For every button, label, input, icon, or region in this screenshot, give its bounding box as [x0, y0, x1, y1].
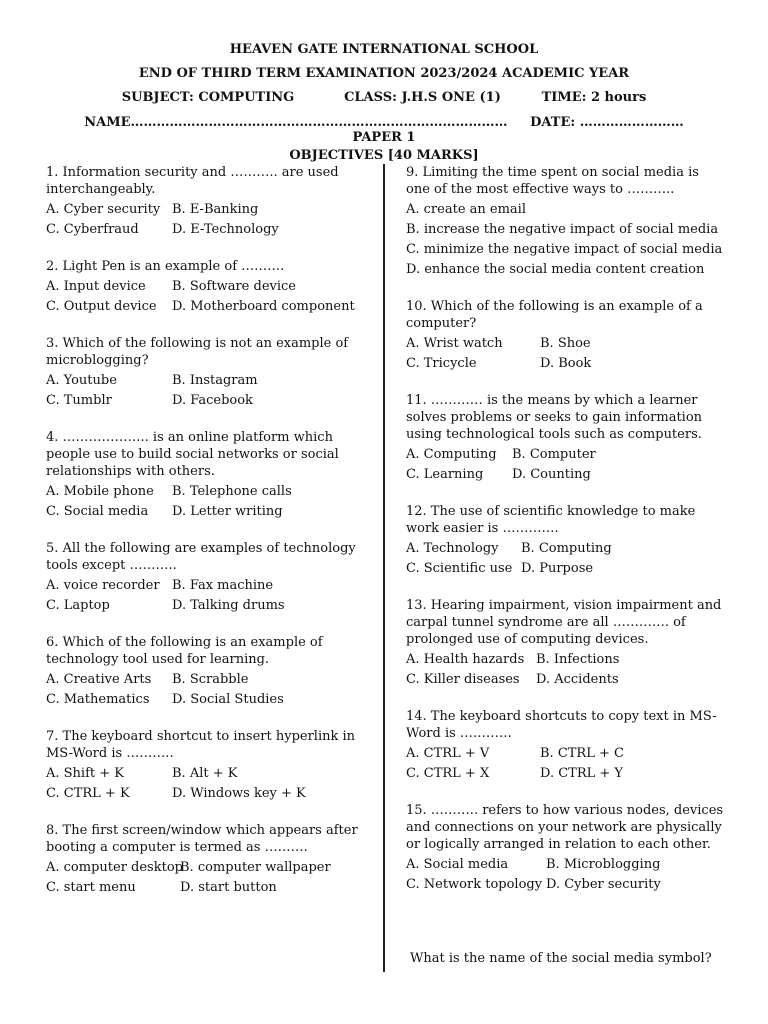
option: C. Tricycle [406, 356, 477, 371]
option: D. Accidents [536, 672, 619, 687]
option: C. Social media [46, 504, 149, 519]
option: B. Computing [521, 541, 612, 556]
options [46, 372, 366, 409]
option: A. Technology [406, 541, 499, 556]
option: C. Killer diseases [406, 672, 520, 687]
option: D. Letter writing [172, 504, 283, 519]
option: A. Creative Arts [46, 672, 152, 687]
option: D. start button [180, 880, 277, 895]
option: B. Shoe [540, 336, 591, 351]
question-text: 4. ……………….. is an online platform which people use to build social networks or social relationships with others. [46, 430, 339, 479]
option: D. Facebook [172, 393, 253, 408]
option: D. Counting [512, 467, 591, 482]
option: A. Cyber security [46, 202, 161, 217]
option: A. Shift + K [46, 766, 124, 781]
option: D. Windows key + K [172, 786, 306, 801]
question [46, 634, 366, 708]
question-text: 12. The use of scientific knowledge to make work easier is …………. [406, 504, 696, 536]
option: D. Purpose [521, 561, 594, 576]
option: C. CTRL + K [46, 786, 130, 801]
option: C. Network topology [406, 877, 543, 892]
option: B. Instagram [172, 373, 258, 388]
question-text: 10. Which of the following is an example of a computer? [406, 299, 703, 331]
option: A. voice recorder [46, 578, 160, 593]
question [46, 335, 366, 409]
option: A. Mobile phone [46, 484, 154, 499]
options [406, 201, 726, 278]
option: B. Telephone calls [172, 484, 292, 499]
question [406, 298, 726, 372]
question [46, 164, 366, 238]
question-text: 3. Which of the following is not an example of microblogging? [46, 336, 349, 368]
question [46, 728, 366, 802]
option: B. computer wallpaper [180, 860, 331, 875]
option: D. Talking drums [172, 598, 285, 613]
option: C. Output device [46, 299, 157, 314]
option: D. Motherboard component [172, 299, 355, 314]
question-text: 13. Hearing impairment, vision impairment and carpal tunnel syndrome are all …………. of prolonged use of computing devices. [406, 598, 722, 647]
question [46, 258, 366, 315]
question-text: 9. Limiting the time spent on social media is one of the most effective ways to ……….. [406, 165, 699, 197]
question [406, 503, 726, 577]
question [46, 822, 366, 896]
option: B. Software device [172, 279, 296, 294]
option: A. Social media [406, 857, 509, 872]
option: D. CTRL + Y [540, 766, 624, 781]
option: B. Infections [536, 652, 620, 667]
name-date-line: NAME…………………………………………………………………………… DATE: …………………… [84, 115, 684, 130]
option: D. E-Technology [172, 222, 279, 237]
section-label: OBJECTIVES [40 MARKS] [289, 148, 479, 163]
question-text: 7. The keyboard shortcut to insert hyperlink in MS-Word is ……….. [46, 729, 356, 761]
option: C. Cyberfraud [46, 222, 139, 237]
option: B. Microblogging [546, 857, 661, 872]
question [406, 392, 726, 483]
option: B. CTRL + C [540, 746, 624, 761]
option: A. Wrist watch [406, 336, 503, 351]
question-text: 8. The first screen/window which appears after booting a computer is termed as ………. [46, 823, 358, 855]
option: C. minimize the negative impact of social media [406, 242, 723, 257]
options [46, 859, 366, 896]
question-text: 14. The keyboard shortcuts to copy text in MS-Word is ………… [406, 709, 717, 741]
final-question-prompt: What is the name of the social media symbol? [410, 951, 712, 966]
options [46, 278, 366, 315]
option: C. start menu [46, 880, 136, 895]
option: C. Tumblr [46, 393, 112, 408]
paper-label: PAPER 1 [352, 130, 416, 145]
options [406, 335, 726, 372]
left-column [46, 164, 366, 916]
option: C. Learning [406, 467, 484, 482]
subject-line: SUBJECT: COMPUTING CLASS: J.H.S ONE (1) TIME: 2 hours [121, 90, 647, 105]
option: C. CTRL + X [406, 766, 490, 781]
question-text: 15. ……….. refers to how various nodes, devices and connections on your network are physically or logically arranged in relation to each other. [406, 803, 724, 852]
option: C. Mathematics [46, 692, 150, 707]
options [406, 540, 726, 577]
option: A. Computing [406, 447, 497, 462]
option: D. Cyber security [546, 877, 661, 892]
column-divider [383, 164, 385, 972]
question-text: 1. Information security and ……….. are used interchangeably. [46, 165, 339, 197]
option: D. Social Studies [172, 692, 284, 707]
option: C. Scientific use [406, 561, 513, 576]
question-text: 2. Light Pen is an example of ………. [46, 259, 285, 274]
options [406, 856, 726, 893]
option: B. Alt + K [172, 766, 238, 781]
options [406, 446, 726, 483]
option: B. Fax machine [172, 578, 274, 593]
question [406, 164, 726, 278]
options [46, 765, 366, 802]
option: B. E-Banking [172, 202, 259, 217]
question [46, 429, 366, 520]
option: B. Computer [512, 447, 596, 462]
options [46, 577, 366, 614]
option: A. create an email [406, 202, 526, 217]
option: B. increase the negative impact of social media [406, 222, 719, 237]
options [46, 671, 366, 708]
option: B. Scrabble [172, 672, 249, 687]
option: A. Youtube [46, 373, 117, 388]
option: A. CTRL + V [406, 746, 490, 761]
question-text: 11. ………… is the means by which a learner solves problems or seeks to gain information using technological tools such as computers. [406, 393, 703, 442]
question [46, 540, 366, 614]
option: D. enhance the social media content creation [406, 262, 705, 277]
school-name: HEAVEN GATE INTERNATIONAL SCHOOL [229, 42, 539, 57]
options [406, 745, 726, 782]
question [406, 802, 726, 893]
options [46, 201, 366, 238]
option: A. Health hazards [406, 652, 525, 667]
option: A. computer desktop [46, 860, 183, 875]
right-column [406, 164, 726, 913]
option: D. Book [540, 356, 592, 371]
exam-title: END OF THIRD TERM EXAMINATION 2023/2024 ACADEMIC YEAR [138, 66, 630, 81]
question-text: 5. All the following are examples of technology tools except ……….. [46, 541, 356, 573]
question [406, 708, 726, 782]
option: A. Input device [46, 279, 146, 294]
question-text: 6. Which of the following is an example of technology tool used for learning. [46, 635, 323, 667]
options [406, 651, 726, 688]
question [406, 597, 726, 688]
options [46, 483, 366, 520]
option: C. Laptop [46, 598, 110, 613]
